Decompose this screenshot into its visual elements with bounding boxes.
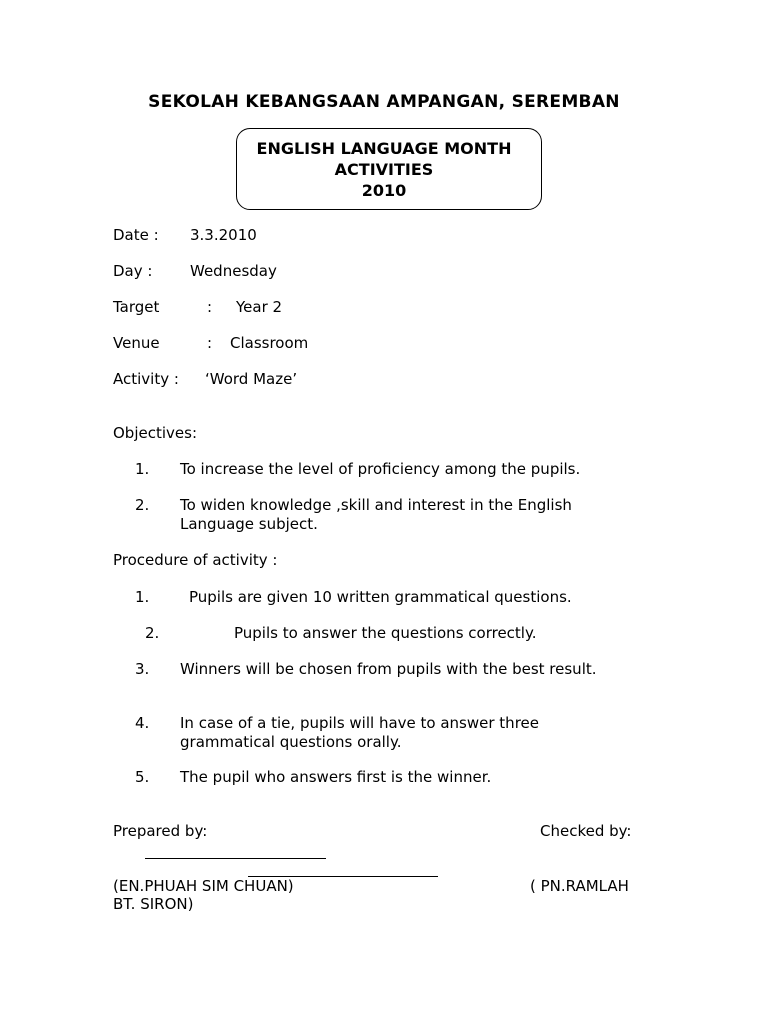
procedure-number: 1. [135,588,150,606]
target-colon: : [207,298,213,316]
title-line-2: ACTIVITIES [334,160,434,179]
prepared-by-label: Prepared by: [113,822,208,840]
procedure-text: In case of a tie, pupils will have to answer three grammatical questions orally. [180,714,539,751]
procedure-text: Pupils are given 10 written grammatical questions. [189,588,572,606]
objective-number: 1. [135,460,150,478]
venue-colon: : [207,334,213,352]
objectives-heading: Objectives: [113,424,197,442]
target-value: Year 2 [236,298,283,316]
activity-label: Activity : [113,370,179,388]
objective-text: To widen knowledge ,skill and interest in the English Language subject. [180,496,572,533]
procedure-number: 4. [135,714,150,732]
objective-number: 2. [135,496,150,514]
venue-label: Venue [113,334,160,352]
procedure-text: Pupils to answer the questions correctly. [234,624,537,642]
procedure-number: 3. [135,660,150,678]
procedure-number: 2. [145,624,160,642]
objective-text: To increase the level of proficiency among the pupils. [180,460,581,478]
checked-by-name: ( PN.RAMLAH [530,877,629,895]
title-line-3: 2010 [361,181,407,200]
prepared-signature-line [145,858,326,859]
day-label: Day : [113,262,153,280]
school-name: SEKOLAH KEBANGSAAN AMPANGAN, SEREMBAN [148,92,620,112]
procedure-number: 5. [135,768,150,786]
date-value: 3.3.2010 [190,226,257,244]
venue-value: Classroom [230,334,309,352]
checked-by-label: Checked by: [540,822,632,840]
day-value: Wednesday [190,262,277,280]
checked-by-name-continued: BT. SIRON) [113,895,194,913]
procedure-heading: Procedure of activity : [113,551,278,569]
title-line-1: ENGLISH LANGUAGE MONTH [256,139,512,158]
activity-value: ‘Word Maze’ [205,370,298,388]
date-label: Date : [113,226,159,244]
procedure-text: The pupil who answers first is the winner. [180,768,492,786]
procedure-text: Winners will be chosen from pupils with the best result. [180,660,597,678]
target-label: Target [113,298,160,316]
prepared-by-name: (EN.PHUAH SIM CHUAN) [113,877,294,895]
